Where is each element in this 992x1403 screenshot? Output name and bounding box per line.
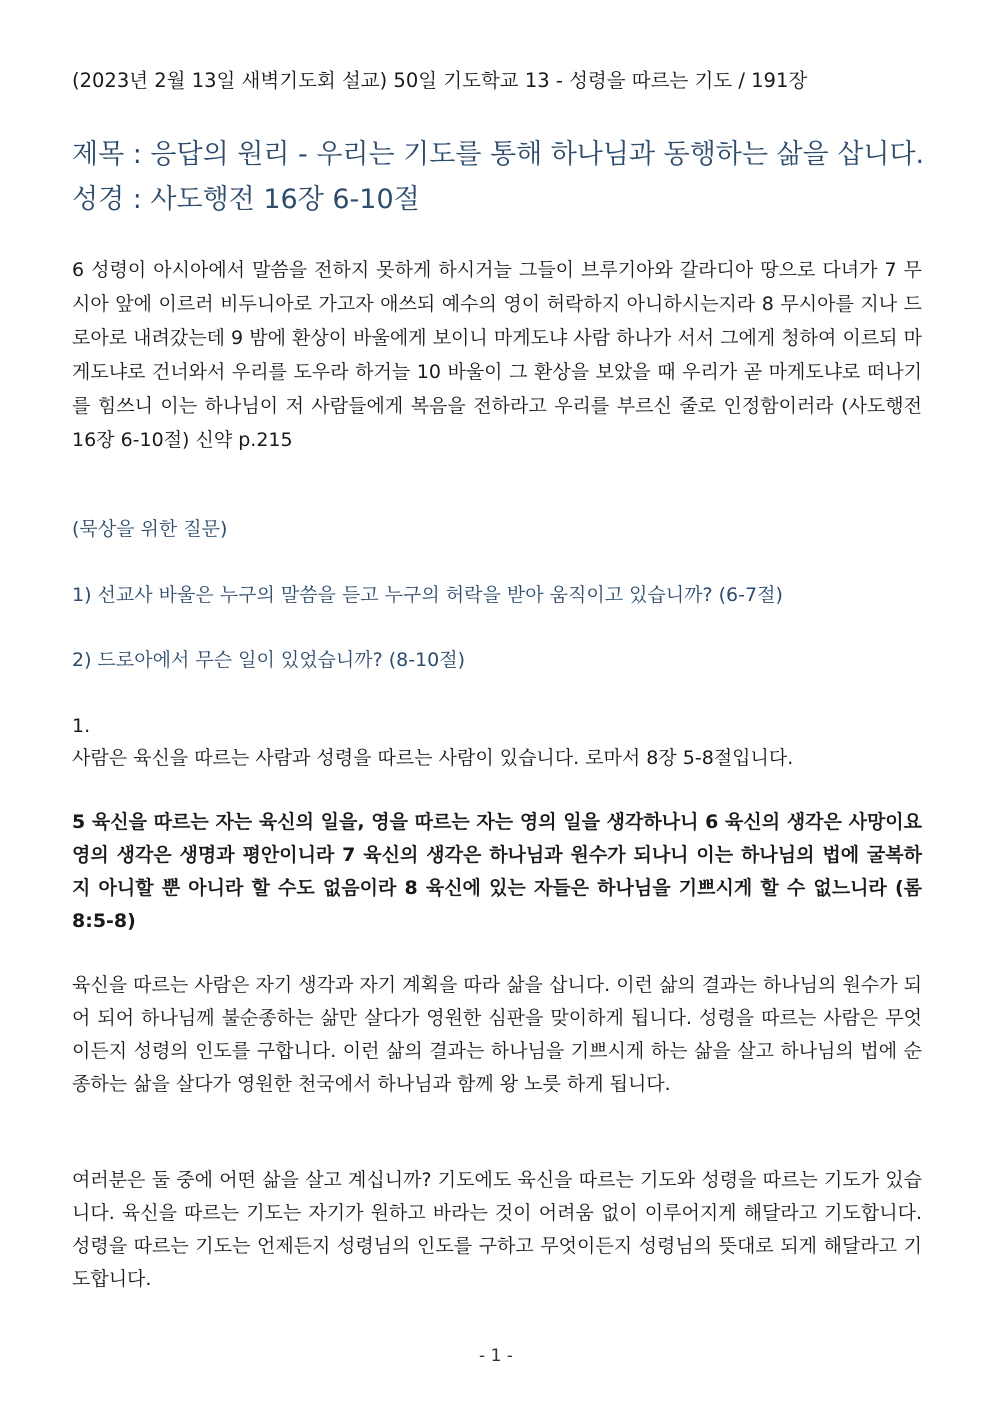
section-intro: 사람은 육신을 따르는 사람과 성령을 따르는 사람이 있습니다. 로마서 8장 5-8절입니다.	[72, 747, 794, 769]
romans-verse: 5 육신을 따르는 자는 육신의 일을, 영을 따르는 자는 영의 일을 생각하나니 6 육신의 생각은 사망이요 영의 생각은 생명과 평안이니라 7 육신의 생각은 하나님과 원수가 되나니 이는 하나님의 법에 굴복하지 아니할 뿐 아니라 할 수도 없음이라 8 육신에 있는 자들은 하나님을 기쁘시게 할 수 없느니라 (롬 8:5-8)	[72, 811, 922, 932]
meditation-question-2: 2) 드로아에서 무슨 일이 있었습니까? (8-10절)	[72, 649, 466, 671]
meditation-heading: (묵상을 위한 질문)	[72, 518, 228, 540]
body-paragraph-1: 육신을 따르는 사람은 자기 생각과 자기 계획을 따라 삶을 삽니다. 이런 삶의 결과는 하나님의 원수가 되어 되어 하나님께 불순종하는 삶만 살다가 영원한 심판을 맞이하게 됩니다. 성령을 따르는 사람은 무엇이든지 성령의 인도를 구합니다. 이런 삶의 결과는 하나님을 기쁘시게 하는 삶을 살고 하나님의 법에 순종하는 삶을 살다가 영원한 천국에서 하나님과 함께 왕 노릇 하게 됩니다.	[72, 974, 922, 1095]
body-paragraph-2: 여러분은 둘 중에 어떤 삶을 살고 계십니까? 기도에도 육신을 따르는 기도와 성령을 따르는 기도가 있습니다. 육신을 따르는 기도는 자기가 원하고 바라는 것이 어려움 없이 이루어지게 해달라고 기도합니다. 성령을 따르는 기도는 언제든지 성령님의 인도를 구하고 무엇이든지 성령님의 뜻대로 되게 해달라고 기도합니다.	[72, 1169, 922, 1290]
section-number: 1.	[72, 715, 91, 737]
title-block	[72, 132, 925, 222]
scripture-text: 6 성령이 아시아에서 말씀을 전하지 못하게 하시거늘 그들이 브루기아와 갈라디아 땅으로 다녀가 7 무시아 앞에 이르러 비두니아로 가고자 애쓰되 예수의 영이 허락하지 아니하시는지라 8 무시아를 지나 드로아로 내려갔는데 9 밤에 환상이 바울에게 보이니 마게도냐 사람 하나가 서서 그에게 청하여 이르되 마게도냐로 건너와서 우리를 도우라 하거늘 10 바울이 그 환상을 보았을 때 우리가 곧 마게도냐로 떠나기를 힘쓰니 이는 하나님이 저 사람들에게 복음을 전하라고 우리를 부르신 줄로 인정함이러라 (사도행전 16장 6-10절) 신약 p.215	[72, 259, 922, 451]
page-number: - 1 -	[479, 1346, 513, 1366]
sermon-title: 제목 : 응답의 원리 - 우리는 기도를 통해 하나님과 동행하는 삶을 삽니다.	[72, 139, 925, 170]
sermon-header: (2023년 2월 13일 새벽기도회 설교) 50일 기도학교 13 - 성령을 따르는 기도 / 191장	[72, 69, 808, 92]
meditation-question-1: 1) 선교사 바울은 누구의 말씀을 듣고 누구의 허락을 받아 움직이고 있습니까? (6-7절)	[72, 584, 783, 606]
scripture-reference: 성경 : 사도행전 16장 6-10절	[72, 184, 420, 215]
